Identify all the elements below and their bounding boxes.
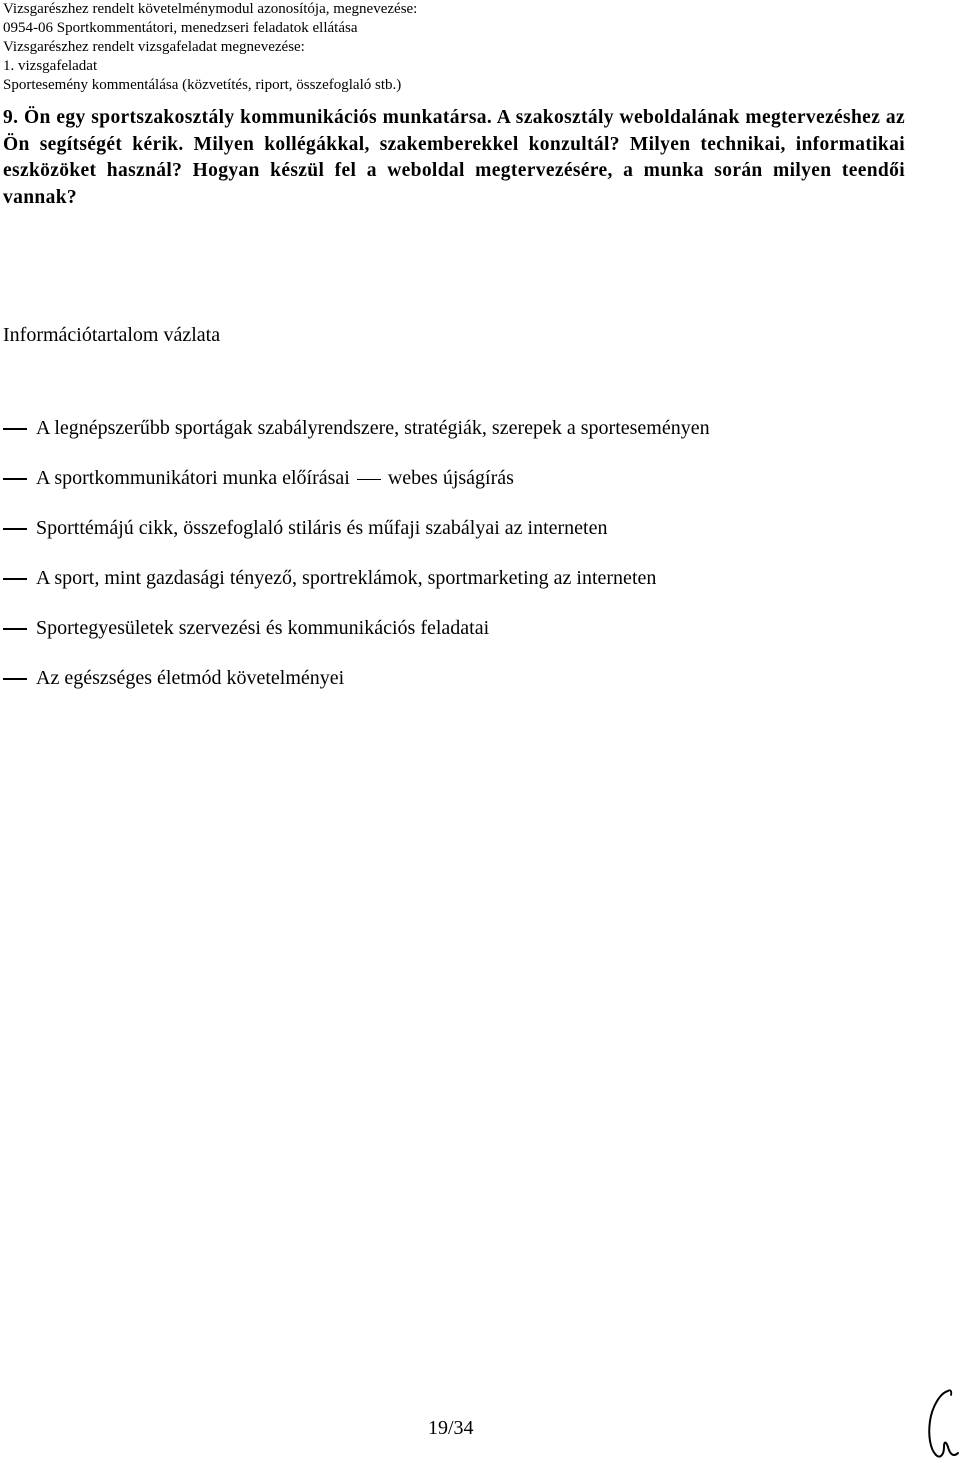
list-item-text: A sportkommunikátori munka előírásai webes újságírás	[36, 467, 514, 489]
outline-list	[0, 415, 950, 715]
list-item	[0, 665, 950, 715]
header-module-name: 0954-06 Sportkommentátori, menedzseri feladatok ellátása	[3, 20, 358, 36]
list-item	[0, 415, 950, 465]
list-item	[0, 615, 950, 665]
page-number: 19/34	[428, 1417, 474, 1439]
dash-bullet-icon	[3, 628, 27, 630]
header-task-number: 1. vizsgafeladat	[3, 58, 98, 74]
dash-bullet-icon	[3, 528, 27, 530]
header-task-name: Sportesemény kommentálása (közvetítés, riport, összefoglaló stb.)	[3, 77, 402, 93]
list-item-text: A sport, mint gazdasági tényező, sportreklámok, sportmarketing az interneten	[36, 567, 657, 589]
handwritten-signature-icon	[918, 1385, 960, 1463]
list-item-text: Sportegyesületek szervezési és kommunikációs feladatai	[36, 617, 490, 639]
dash-bullet-icon	[3, 678, 27, 680]
list-item	[0, 515, 950, 565]
section-title: Információtartalom vázlata	[3, 324, 221, 346]
document-header	[3, 0, 953, 95]
header-module-label: Vizsgarészhez rendelt követelménymodul azonosítója, megnevezése:	[3, 1, 418, 17]
header-task-label: Vizsgarészhez rendelt vizsgafeladat megnevezése:	[3, 39, 305, 55]
list-item-text: Az egészséges életmód követelményei	[36, 667, 345, 689]
dash-bullet-icon	[3, 428, 27, 430]
exam-question: 9. Ön egy sportszakosztály kommunikációs munkatársa. A szakosztály weboldalának megtervezéshez az Ön segítségét kérik. Milyen kollégákkal, szakemberekkel konzultál? Milyen technikai, informatikai eszközöket használ? Hogyan készül fel a weboldal megtervezésére, a munka során milyen teendői vannak?	[3, 107, 905, 208]
dash-bullet-icon	[3, 578, 27, 580]
dash-bullet-icon	[3, 478, 27, 480]
list-item-text: A legnépszerűbb sportágak szabályrendszere, stratégiák, szerepek a sporteseményen	[36, 417, 710, 439]
inline-dash-icon	[357, 479, 381, 481]
list-item	[0, 565, 950, 615]
list-item	[0, 465, 950, 515]
list-item-text: Sporttémájú cikk, összefoglaló stiláris és műfaji szabályai az interneten	[36, 517, 608, 539]
